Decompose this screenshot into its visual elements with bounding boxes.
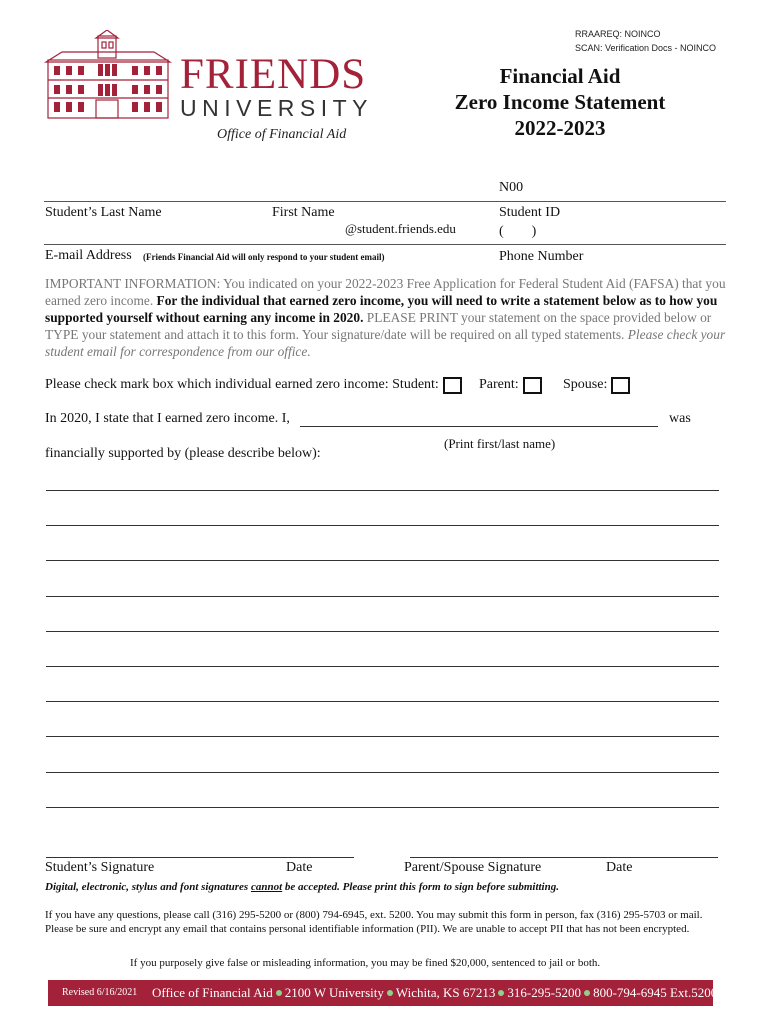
bullet-icon xyxy=(584,990,590,996)
warning-pre: Digital, electronic, stylus and font signatures xyxy=(45,881,251,893)
parent-checkbox[interactable] xyxy=(523,377,542,394)
footer-bar xyxy=(48,980,718,1006)
statement-writing-line[interactable] xyxy=(46,596,719,597)
student-signature-label: Student’s Signature xyxy=(45,860,155,875)
statement-writing-line[interactable] xyxy=(46,772,719,773)
warning-cannot: cannot xyxy=(250,881,283,893)
footer-phone-1: 316-295-5200 xyxy=(507,985,582,1000)
contact-info: If you have any questions, please call (316) 295-5200 or (800) 794-6945, ext. 5200. You may submit this form in person, fax (316) 295-5703 or mail. Please be sure and encrypt any email that contains personal identifiable information (PII). We are unable to accept PII that has not been encrypted. xyxy=(45,909,703,935)
bullet-icon xyxy=(276,990,282,996)
footer-info xyxy=(152,985,717,1001)
statement-writing-line[interactable] xyxy=(46,701,719,702)
logo-friends-text: FRIENDS xyxy=(180,51,367,98)
logo-university-text: UNIVERSITY xyxy=(180,95,374,121)
title-line-3: 2022-2023 xyxy=(514,116,606,140)
print-name-line[interactable] xyxy=(300,426,658,427)
statement-end: was xyxy=(669,411,691,426)
footer-phone-2: 800-794-6945 Ext.5200 xyxy=(593,985,718,1000)
warning-post: be accepted. Please print this form to sign before submitting. xyxy=(282,881,559,893)
email-domain: @student.friends.edu xyxy=(345,221,456,236)
info-text-1: You indicated on your 2022-2023 Free Application for Federal Student Aid (FAFSA) that you earned zero income. xyxy=(45,276,726,308)
statement-writing-line[interactable] xyxy=(46,560,719,561)
penalty-note: If you purposely give false or misleading information, you may be fined $20,000, sentenced to jail or both. xyxy=(130,957,601,969)
parent-signature-label: Parent/Spouse Signature xyxy=(404,860,542,875)
info-text-2: PLEASE PRINT your statement on the space provided below or TYPE your statement and attach it to this form. Your signature/date will be required on all typed statements. xyxy=(45,310,712,342)
statement-writing-line[interactable] xyxy=(46,736,719,737)
footer-city: Wichita, KS 67213 xyxy=(395,985,496,1000)
title-line-1: Financial Aid xyxy=(499,64,621,88)
code-line-2: SCAN: Verification Docs - NOINCO xyxy=(575,43,717,53)
info-bold: For the individual that earned zero income, you will need to write a statement below as to how you supported yourself without earning any income in 2020. xyxy=(45,293,718,325)
parent-signature-line[interactable] xyxy=(410,857,718,858)
revised-date: Revised 6/16/2021 xyxy=(62,987,138,998)
parent-label: Parent: xyxy=(479,377,519,392)
footer-address: 2100 W University xyxy=(284,985,384,1000)
phone-label: Phone Number xyxy=(499,249,584,264)
title-line-2: Zero Income Statement xyxy=(454,90,666,114)
email-label: E-mail Address xyxy=(45,248,132,263)
name-line[interactable] xyxy=(44,201,726,202)
footer-office: Office of Financial Aid xyxy=(152,985,273,1000)
student-checkbox[interactable] xyxy=(443,377,462,394)
supported-text: financially supported by (please describe below): xyxy=(45,446,321,461)
office-subtitle: Office of Financial Aid xyxy=(217,127,347,142)
info-label: IMPORTANT INFORMATION: xyxy=(45,276,221,291)
phone-area-code: ( ) xyxy=(499,224,537,239)
bullet-icon xyxy=(498,990,504,996)
student-id-label: Student ID xyxy=(499,205,561,220)
student-id-prefix: N00 xyxy=(499,180,524,195)
university-building-logo xyxy=(42,30,174,127)
spouse-checkbox[interactable] xyxy=(611,377,630,394)
statement-writing-line[interactable] xyxy=(46,490,719,491)
first-name-label: First Name xyxy=(272,205,335,220)
email-phone-line[interactable] xyxy=(44,244,726,245)
code-line-1: RRAAREQ: NOINCO xyxy=(575,29,661,39)
form-title xyxy=(420,63,700,141)
student-signature-line[interactable] xyxy=(46,857,354,858)
statement-writing-line[interactable] xyxy=(46,525,719,526)
email-note: (Friends Financial Aid will only respond to your student email) xyxy=(143,252,385,262)
checkbox-prompt: Please check mark box which individual earned zero income: Student: xyxy=(45,377,439,392)
statement-start: In 2020, I state that I earned zero income. I, xyxy=(45,411,290,426)
spouse-label: Spouse: xyxy=(563,377,608,392)
info-italic: Please check your student email for correspondence from our office. xyxy=(45,327,726,359)
statement-writing-line[interactable] xyxy=(46,807,719,808)
last-name-label: Student’s Last Name xyxy=(45,205,162,220)
bullet-icon xyxy=(387,990,393,996)
important-information xyxy=(45,275,730,360)
statement-writing-line[interactable] xyxy=(46,666,719,667)
header-codes xyxy=(575,27,716,55)
student-date-label: Date xyxy=(286,860,313,875)
signature-warning xyxy=(45,881,559,893)
statement-writing-line[interactable] xyxy=(46,631,719,632)
parent-date-label: Date xyxy=(606,860,633,875)
print-name-hint: (Print first/last name) xyxy=(444,436,556,451)
